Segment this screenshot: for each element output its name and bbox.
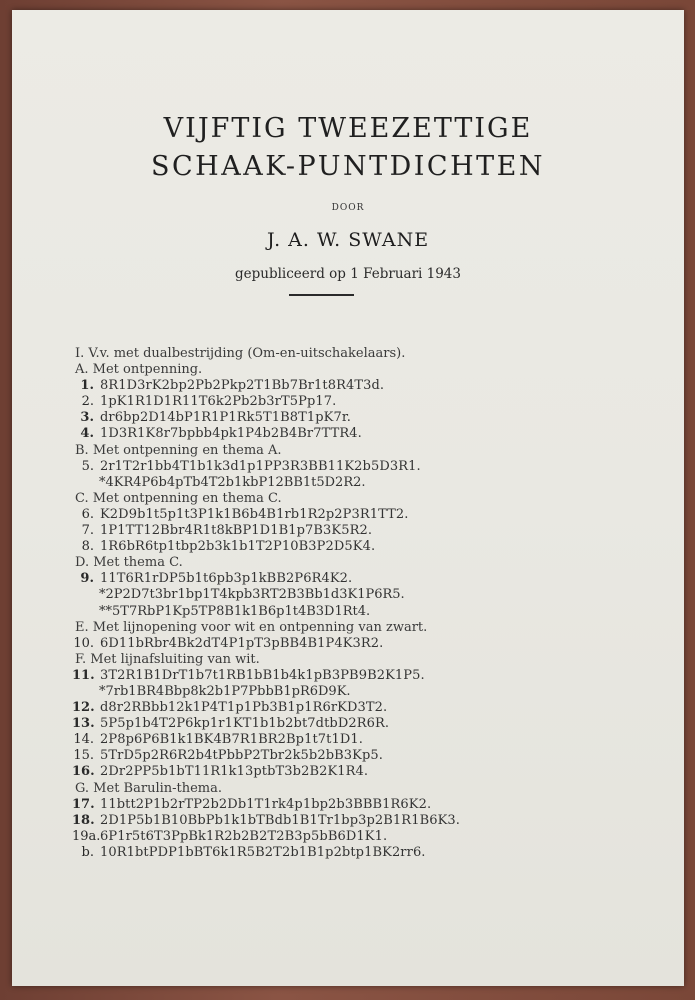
problem-number: 11. — [72, 667, 95, 683]
problem-row — [72, 716, 672, 732]
problem-code: 1P1TT12Bbr4R1t8kBP1D1B1p7B3K5R2. — [100, 523, 373, 539]
problem-code: 6D11bRbr4Bk2dT4P1pT3pBB4B1P4K3R2. — [100, 635, 384, 651]
problem-row — [72, 426, 672, 442]
problem-code-variant: *4KR4P6b4pTb4T2b1kbP12BB1t5D2R2. — [99, 474, 366, 490]
problem-code: 2r1T2r1bb4T1b1k3d1p1PP3R3BB11K2b5D3R1. — [100, 458, 421, 474]
problem-row — [72, 507, 672, 523]
problem-number: 8. — [81, 539, 94, 555]
problem-number: 5. — [81, 458, 94, 474]
problem-code: 10R1btPDP1bBT6k1R5B2T2b1B1p2btp1BK2rr6. — [100, 844, 426, 860]
problem-row — [72, 764, 672, 780]
problem-code-variant: *7rb1BR4Bbp8k2b1P7PbbB1pR6D9K. — [99, 683, 351, 699]
problem-code: 1R6bR6tp1tbp2b3k1b1T2P10B3P2D5K4. — [100, 539, 376, 555]
problem-row — [72, 668, 672, 684]
group-heading-F: F. Met lijnafsluiting van wit. — [75, 651, 260, 667]
publication-date: gepubliceerd op 1 Februari 1943 — [235, 266, 461, 282]
problem-number: b. — [81, 844, 94, 860]
title-line-1: VIJFTIG TWEEZETTIGE — [163, 113, 533, 144]
byline-door: DOOR — [331, 203, 365, 213]
problem-number: 6. — [81, 506, 94, 522]
group-heading-G: G. Met Barulin-thema. — [75, 780, 223, 796]
problem-row-continuation — [72, 684, 672, 700]
problem-number: 13. — [72, 716, 95, 732]
problem-row — [72, 700, 672, 716]
problem-row — [72, 523, 672, 539]
problem-code: 5TrD5p2R6R2b4tPbbP2Tbr2k5b2bB3Kp5. — [100, 748, 383, 764]
author-name: J. A. W. SWANE — [266, 229, 430, 251]
problem-row-continuation — [72, 475, 672, 491]
problem-code: d8r2RBbb12k1P4T1p1Pb3B1p1R6rKD3T2. — [100, 700, 388, 716]
title-line-2: SCHAAK-PUNTDICHTEN — [151, 151, 545, 182]
group-heading-A: A. Met ontpenning. — [75, 362, 203, 378]
problem-number: 12. — [72, 700, 95, 716]
problem-code: 2Dr2PP5b1bT11R1k13ptbT3b2B2K1R4. — [100, 764, 369, 780]
problem-row — [72, 845, 672, 861]
problem-number: 2. — [81, 394, 94, 410]
problem-number: 7. — [81, 523, 94, 539]
problem-number: 1. — [80, 378, 94, 394]
section-heading-I: I. V.v. met dualbestrijding (Om-en-uitschakelaars). — [75, 346, 406, 361]
problem-code: 2P8p6P6B1k1BK4B7R1BR2Bp1t7t1D1. — [100, 732, 363, 748]
group-heading-B: B. Met ontpenning en thema A. — [75, 442, 282, 458]
problem-code-variant: **5T7RbP1Kp5TP8B1k1B6p1t4B3D1Rt4. — [99, 603, 371, 619]
problem-number: 15. — [73, 748, 94, 764]
problem-row — [72, 410, 672, 426]
problem-number: 17. — [72, 796, 95, 812]
problem-code: 6P1r5t6T3PpBk1R2b2B2T2B3p5bB6D1K1. — [100, 828, 388, 844]
problem-row — [72, 829, 672, 845]
problem-code: 5P5p1b4T2P6kp1r1KT1b1b2bt7dtbD2R6R. — [100, 716, 390, 732]
problem-number: 10. — [73, 635, 94, 651]
problem-row — [72, 748, 672, 764]
problem-code: 1D3R1K8r7bpbb4pk1P4b2B4Br7TTR4. — [100, 426, 362, 442]
problem-row — [72, 636, 672, 652]
problem-number: 3. — [80, 410, 94, 426]
problem-code: 2D1P5b1B10BbPb1k1bTBdb1B1Tr1bp3p2B1R1B6K3. — [100, 812, 461, 828]
problem-row — [72, 539, 672, 555]
problem-row — [72, 732, 672, 748]
problem-code: dr6bp2D14bP1R1P1Rk5T1B8T1pK7r. — [100, 410, 351, 426]
problem-row — [72, 813, 672, 829]
problem-code: 3T2R1B1DrT1b7t1RB1bB1b4k1pB3PB9B2K1P5. — [100, 667, 425, 683]
problem-row — [72, 378, 672, 394]
problem-row — [72, 571, 672, 587]
problem-number: 14. — [73, 732, 94, 748]
problem-row-continuation — [72, 604, 672, 620]
problem-code: K2D9b1t5p1t3P1k1B6b4B1rb1R2p2P3R1TT2. — [100, 506, 409, 522]
problem-number: 4. — [80, 426, 94, 442]
problem-row-continuation — [72, 587, 672, 603]
problem-code-variant: *2P2D7t3br1bp1T4kpb3RT2B3Bb1d3K1P6R5. — [99, 587, 405, 603]
problem-code: 8R1D3rK2bp2Pb2Pkp2T1Bb7Br1t8R4T3d. — [100, 378, 385, 394]
problem-number: 19a. — [72, 828, 101, 844]
problem-row — [72, 797, 672, 813]
problem-number: 16. — [72, 764, 95, 780]
problem-number: 9. — [80, 571, 94, 587]
group-heading-C: C. Met ontpenning en thema C. — [75, 490, 282, 506]
problem-code: 11T6R1rDP5b1t6pb3p1kBB2P6R4K2. — [100, 571, 353, 587]
problem-code: 1pK1R1D1R11T6k2Pb2b3rT5Pp17. — [100, 394, 337, 410]
problem-list — [72, 346, 672, 861]
problem-row — [72, 459, 672, 475]
problem-row — [72, 394, 672, 410]
problem-code: 11btt2P1b2rTP2b2Db1T1rk4p1bp2b3BBB1R6K2. — [100, 796, 432, 812]
problem-number: 18. — [72, 812, 95, 828]
divider-rule — [289, 294, 354, 296]
document-page — [12, 10, 684, 986]
group-heading-E: E. Met lijnopening voor wit en ontpenning van zwart. — [75, 619, 428, 635]
group-heading-D: D. Met thema C. — [75, 555, 183, 571]
